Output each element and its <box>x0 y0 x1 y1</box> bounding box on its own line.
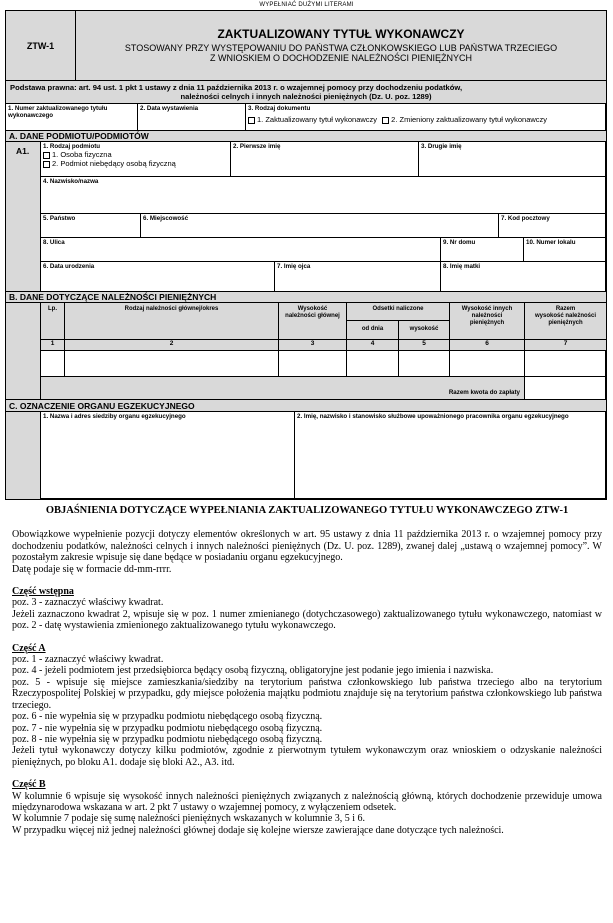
cell-other[interactable] <box>449 350 525 377</box>
col-number-5: 5 <box>398 339 450 351</box>
field-label: 3. Drugie imię <box>421 143 462 150</box>
form-code: ZTW-1 <box>26 41 55 51</box>
field-postal-code[interactable] <box>498 213 607 238</box>
col-number-7: 7 <box>524 339 607 351</box>
form-subtitle-1: STOSOWANY PRZY WYSTĘPOWANIU DO PAŃSTWA CZŁONKOWSKIEGO LUB PAŃSTWA TRZECIEGO <box>124 43 558 53</box>
total-label-cell <box>40 376 525 400</box>
part-a-item: poz. 7 - nie wypełnia się w przypadku podmiotu niebędącego osobą fizyczną. <box>12 722 323 734</box>
field-authorized-employee[interactable] <box>294 411 607 500</box>
field-first-name[interactable] <box>230 141 419 177</box>
cell-grand-total[interactable] <box>524 376 607 400</box>
checkbox-natural-person[interactable] <box>43 152 50 159</box>
col-header-interest-amount: wysokość <box>398 320 450 340</box>
col-header-text: Wysokość <box>297 306 328 312</box>
field-label: 3. Rodzaj dokumentu <box>248 105 311 112</box>
col-header-text: pieniężnych <box>548 320 583 326</box>
col-number-2: 2 <box>64 339 279 351</box>
cell-lp[interactable] <box>40 350 65 377</box>
col-header-text: należności <box>471 313 503 319</box>
col-header-from-date: od dnia <box>346 320 399 340</box>
part-a-item: poz. 6 - nie wypełnia się w przypadku podmiotu niebędącego osobą fizyczną. <box>12 711 323 723</box>
part-a-item: Jeżeli tytuł wykonawczy dotyczy kilku podmiotów, zgodnie z pierwotnym tytułem wykonawczym oraz wnioskiem o odzyskanie należności pieniężnych, po bloku A1. dodaje się bloki A2., A3. itd. <box>12 745 602 768</box>
field-label: 1. Numer zaktualizowanego tytułu wykonawczego <box>8 105 108 119</box>
cell-from-date[interactable] <box>346 350 399 377</box>
explanations-intro: Obowiązkowe wypełnienie pozycji dotyczy elementów określonych w art. 95 ustawy z dnia 11 października 2013 r. o wzajemnej pomocy przy dochodzeniu podatków, należności celnych i innych należności pieniężnych (Dz. U. poz. 1289), zwanej dalej „ustawą o wzajemnej pomocy”. W pozostałym zakresie wpisuje się dane będące w posiadaniu organu egzekucyjnego. <box>12 529 602 564</box>
heading-part-b: Część B <box>12 779 46 791</box>
section-b-side <box>5 302 41 400</box>
option-label: 1. Zaktualizowany tytuł wykonawczy <box>257 115 378 124</box>
part-b-item: W kolumnie 6 wpisuje się wysokość innych należności pieniężnych związanych z należnością główną, których dochodzenie przewiduje umowa międzynarodowa wskazana w art. 2 pkt 7 ustawy o wzajemnej pomocy, z wyłączeniem odsetek. <box>12 790 602 813</box>
field-country[interactable] <box>40 213 141 238</box>
form-subtitle-2: Z WNIOSKIEM O DOCHODZENIE NALEŻNOŚCI PIENIĘŻNYCH <box>209 53 473 63</box>
cell-amount[interactable] <box>278 350 347 377</box>
field-house-number[interactable] <box>440 237 524 262</box>
col-header-type: Rodzaj należności głównej/okres <box>64 302 279 340</box>
option-label: 2. Podmiot niebędący osobą fizyczną <box>52 159 176 168</box>
section-a-title: A. DANE PODMIOTU/PODMIOTÓW <box>5 130 607 142</box>
option-label: 1. Osoba fizyczna <box>52 150 112 159</box>
block-a1-label <box>5 141 41 292</box>
section-c-title: C. OZNACZENIE ORGANU EGZEKUCYJNEGO <box>5 399 607 412</box>
field-street[interactable] <box>40 237 441 262</box>
field-label: 1. Nazwa i adres siedziby organu egzekucyjnego <box>43 413 186 420</box>
field-label: 6. Miejscowość <box>143 215 189 222</box>
part-a-item: poz. 1 - zaznaczyć właściwy kwadrat. <box>12 654 164 666</box>
block-a1: A1. <box>16 146 30 156</box>
col-number-6: 6 <box>449 339 525 351</box>
heading-part-a: Część A <box>12 642 46 654</box>
checkbox-updated-title[interactable] <box>248 117 255 124</box>
field-label: 7. Kod pocztowy <box>501 215 550 222</box>
cell-interest-amount[interactable] <box>398 350 450 377</box>
col-header-other <box>449 302 525 340</box>
intro-part-item: poz. 3 - zaznaczyć właściwy kwadrat. <box>12 597 164 609</box>
top-note: WYPEŁNIAĆ DUŻYMI LITERAMI <box>259 2 354 8</box>
form-header <box>75 10 607 81</box>
col-header-text: Razem <box>555 306 576 312</box>
heading-intro-part: Część wstępna <box>12 586 74 598</box>
section-c-side <box>5 411 41 500</box>
field-issue-date[interactable] <box>137 103 246 131</box>
col-header-total <box>524 302 607 340</box>
total-label: Razem kwota do zapłaty <box>448 389 520 396</box>
field-apartment-number[interactable] <box>523 237 607 262</box>
field-label: 10. Numer lokalu <box>526 239 576 246</box>
col-header-amount <box>278 302 347 340</box>
field-label: 4. Nazwisko/nazwa <box>43 178 99 185</box>
col-header-interest: Odsetki naliczone <box>346 302 450 321</box>
part-a-item: poz. 4 - jeżeli podmiotem jest przedsiębiorca będący osobą fizyczną, obligatoryjne jest podanie jego imienia i nazwiska. <box>12 665 494 677</box>
field-label: 5. Państwo <box>43 215 76 222</box>
ztw-1-form <box>5 10 606 499</box>
field-mother-name[interactable] <box>440 261 607 292</box>
legal-basis-line-2: należności celnych i innych należności pieniężnych (Dz. U. poz. 1289) <box>180 92 432 101</box>
form-code-cell <box>5 10 76 81</box>
intro-part-item: Jeżeli zaznaczono kwadrat 2, wpisuje się w poz. 1 numer zmienianego (dotychczasowego) zaktualizowanego tytułu wykonawczego, natomiast w poz. 2 - datę wystawienia zmienionego zaktualizowanego tytułu wykonawczego. <box>12 608 602 632</box>
col-header-text: wysokość należności <box>534 313 597 319</box>
field-label: 6. Data urodzenia <box>43 263 95 270</box>
explanations <box>12 505 602 836</box>
part-a-item: poz. 5 - wpisuje się miejsce zamieszkania/siedziby na terytorium państwa członkowskiego lub państwa trzeciego albo na terytorium Rzeczypospolitej Polskiej w przypadku, gdy miejsce położenia majątku podmiotu znajduje się na terytorium państwa członkowskiego lub państwa trzeciego. <box>12 676 602 711</box>
section-b-title: B. DANE DOTYCZĄCE NALEŻNOŚCI PIENIĘŻNYCH <box>5 291 607 303</box>
col-header-text: Wysokość innych <box>461 306 513 312</box>
cell-type[interactable] <box>64 350 279 377</box>
field-surname[interactable] <box>40 176 607 214</box>
field-label: 2. Data wystawienia <box>140 105 199 112</box>
field-birth-date[interactable] <box>40 261 275 292</box>
field-label: 8. Imię matki <box>443 263 481 270</box>
field-label: 2. Imię, nazwisko i stanowisko służbowe upoważnionego pracownika organu egzekucyjnego <box>297 413 569 420</box>
field-document-number[interactable] <box>5 103 138 131</box>
field-label: 8. Ulica <box>43 239 65 246</box>
field-city[interactable] <box>140 213 499 238</box>
field-entity-type <box>40 141 231 177</box>
cell-total[interactable] <box>524 350 607 377</box>
field-father-name[interactable] <box>274 261 441 292</box>
part-b-item: W przypadku więcej niż jednej należności głównej dodaje się kolejne wiersze zawierające dane dotyczące tych należności. <box>12 824 504 836</box>
field-label: 2. Pierwsze imię <box>233 143 281 150</box>
checkbox-legal-entity[interactable] <box>43 161 50 168</box>
checkbox-changed-title[interactable] <box>382 117 389 124</box>
option-label: 2. Zmieniony zaktualizowany tytuł wykonawczy <box>391 115 548 124</box>
explanations-title: OBJAŚNIENIA DOTYCZĄCE WYPEŁNIANIA ZAKTUALIZOWANEGO TYTUŁU WYKONAWCZEGO ZTW-1 <box>45 505 569 516</box>
field-label: 9. Nr domu <box>443 239 476 246</box>
col-number-4: 4 <box>346 339 399 351</box>
legal-basis <box>5 80 607 104</box>
explanations-date-format: Datę podaje się w formacie dd-mm-rrrr. <box>12 563 172 575</box>
field-second-name[interactable] <box>418 141 607 177</box>
field-document-type <box>245 103 607 131</box>
field-label: 1. Rodzaj podmiotu <box>43 143 101 150</box>
field-label: 7. Imię ojca <box>277 263 311 270</box>
col-header-lp: Lp. <box>40 302 65 340</box>
col-number-1: 1 <box>40 339 65 351</box>
col-header-text: pieniężnych <box>469 320 505 326</box>
col-number-3: 3 <box>278 339 347 351</box>
form-title: ZAKTUALIZOWANY TYTUŁ WYKONAWCZY <box>217 27 465 41</box>
part-b-item: W kolumnie 7 podaje się sumę należności pieniężnych wskazanych w kolumnie 3, 5 i 6. <box>12 813 366 825</box>
col-header-text: należności głównej <box>285 313 340 319</box>
legal-basis-line-1: Podstawa prawna: art. 94 ust. 1 pkt 1 ustawy z dnia 11 października 2013 r. o wzajemnej pomocy przy dochodzeniu podatków, <box>10 83 463 92</box>
part-a-item: poz. 8 - nie wypełnia się w przypadku podmiotu niebędącego osobą fizyczną. <box>12 733 323 745</box>
field-authority-address[interactable] <box>40 411 295 500</box>
